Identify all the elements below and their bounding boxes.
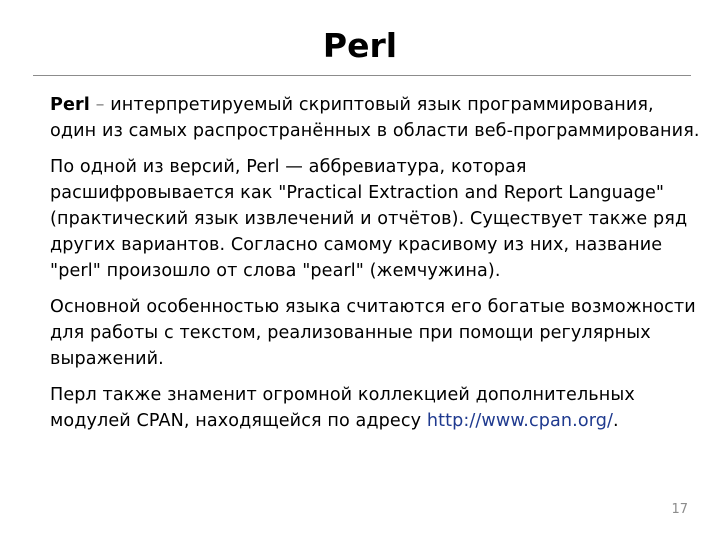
cpan-link[interactable]: http://www.cpan.org/ [426,411,614,431]
cpan-suffix: . [613,411,619,431]
definition-text: интерпретируемый скриптовый язык программирования, один из самых распространённых в области веб-программирования. [50,95,700,141]
paragraph-cpan [50,382,700,434]
cpan-text: Перл также знаменит огромной коллекцией дополнительных модулей CPAN, находящейся по адресу [50,385,635,431]
slide-body [50,92,700,444]
title-divider [33,75,691,76]
paragraph-features: Основной особенностью языка считаются его богатые возможности для работы с текстом, реализованные при помощи регулярных выражений. [50,297,696,369]
paragraph-etymology: По одной из версий, Perl — аббревиатура, которая расшифровывается как "Practical Extraction and Report Language" (практический язык извлечений и отчётов). Существует также ряд других вариантов. Согласно самому красивому из них, название "perl" произошло от слова "pearl" (жемчужина). [50,157,688,281]
dash-separator: – [89,95,111,115]
slide-title: Perl [322,26,398,65]
paragraph-definition [50,92,700,144]
page-number: 17 [671,502,688,517]
term-perl: Perl [50,95,90,115]
